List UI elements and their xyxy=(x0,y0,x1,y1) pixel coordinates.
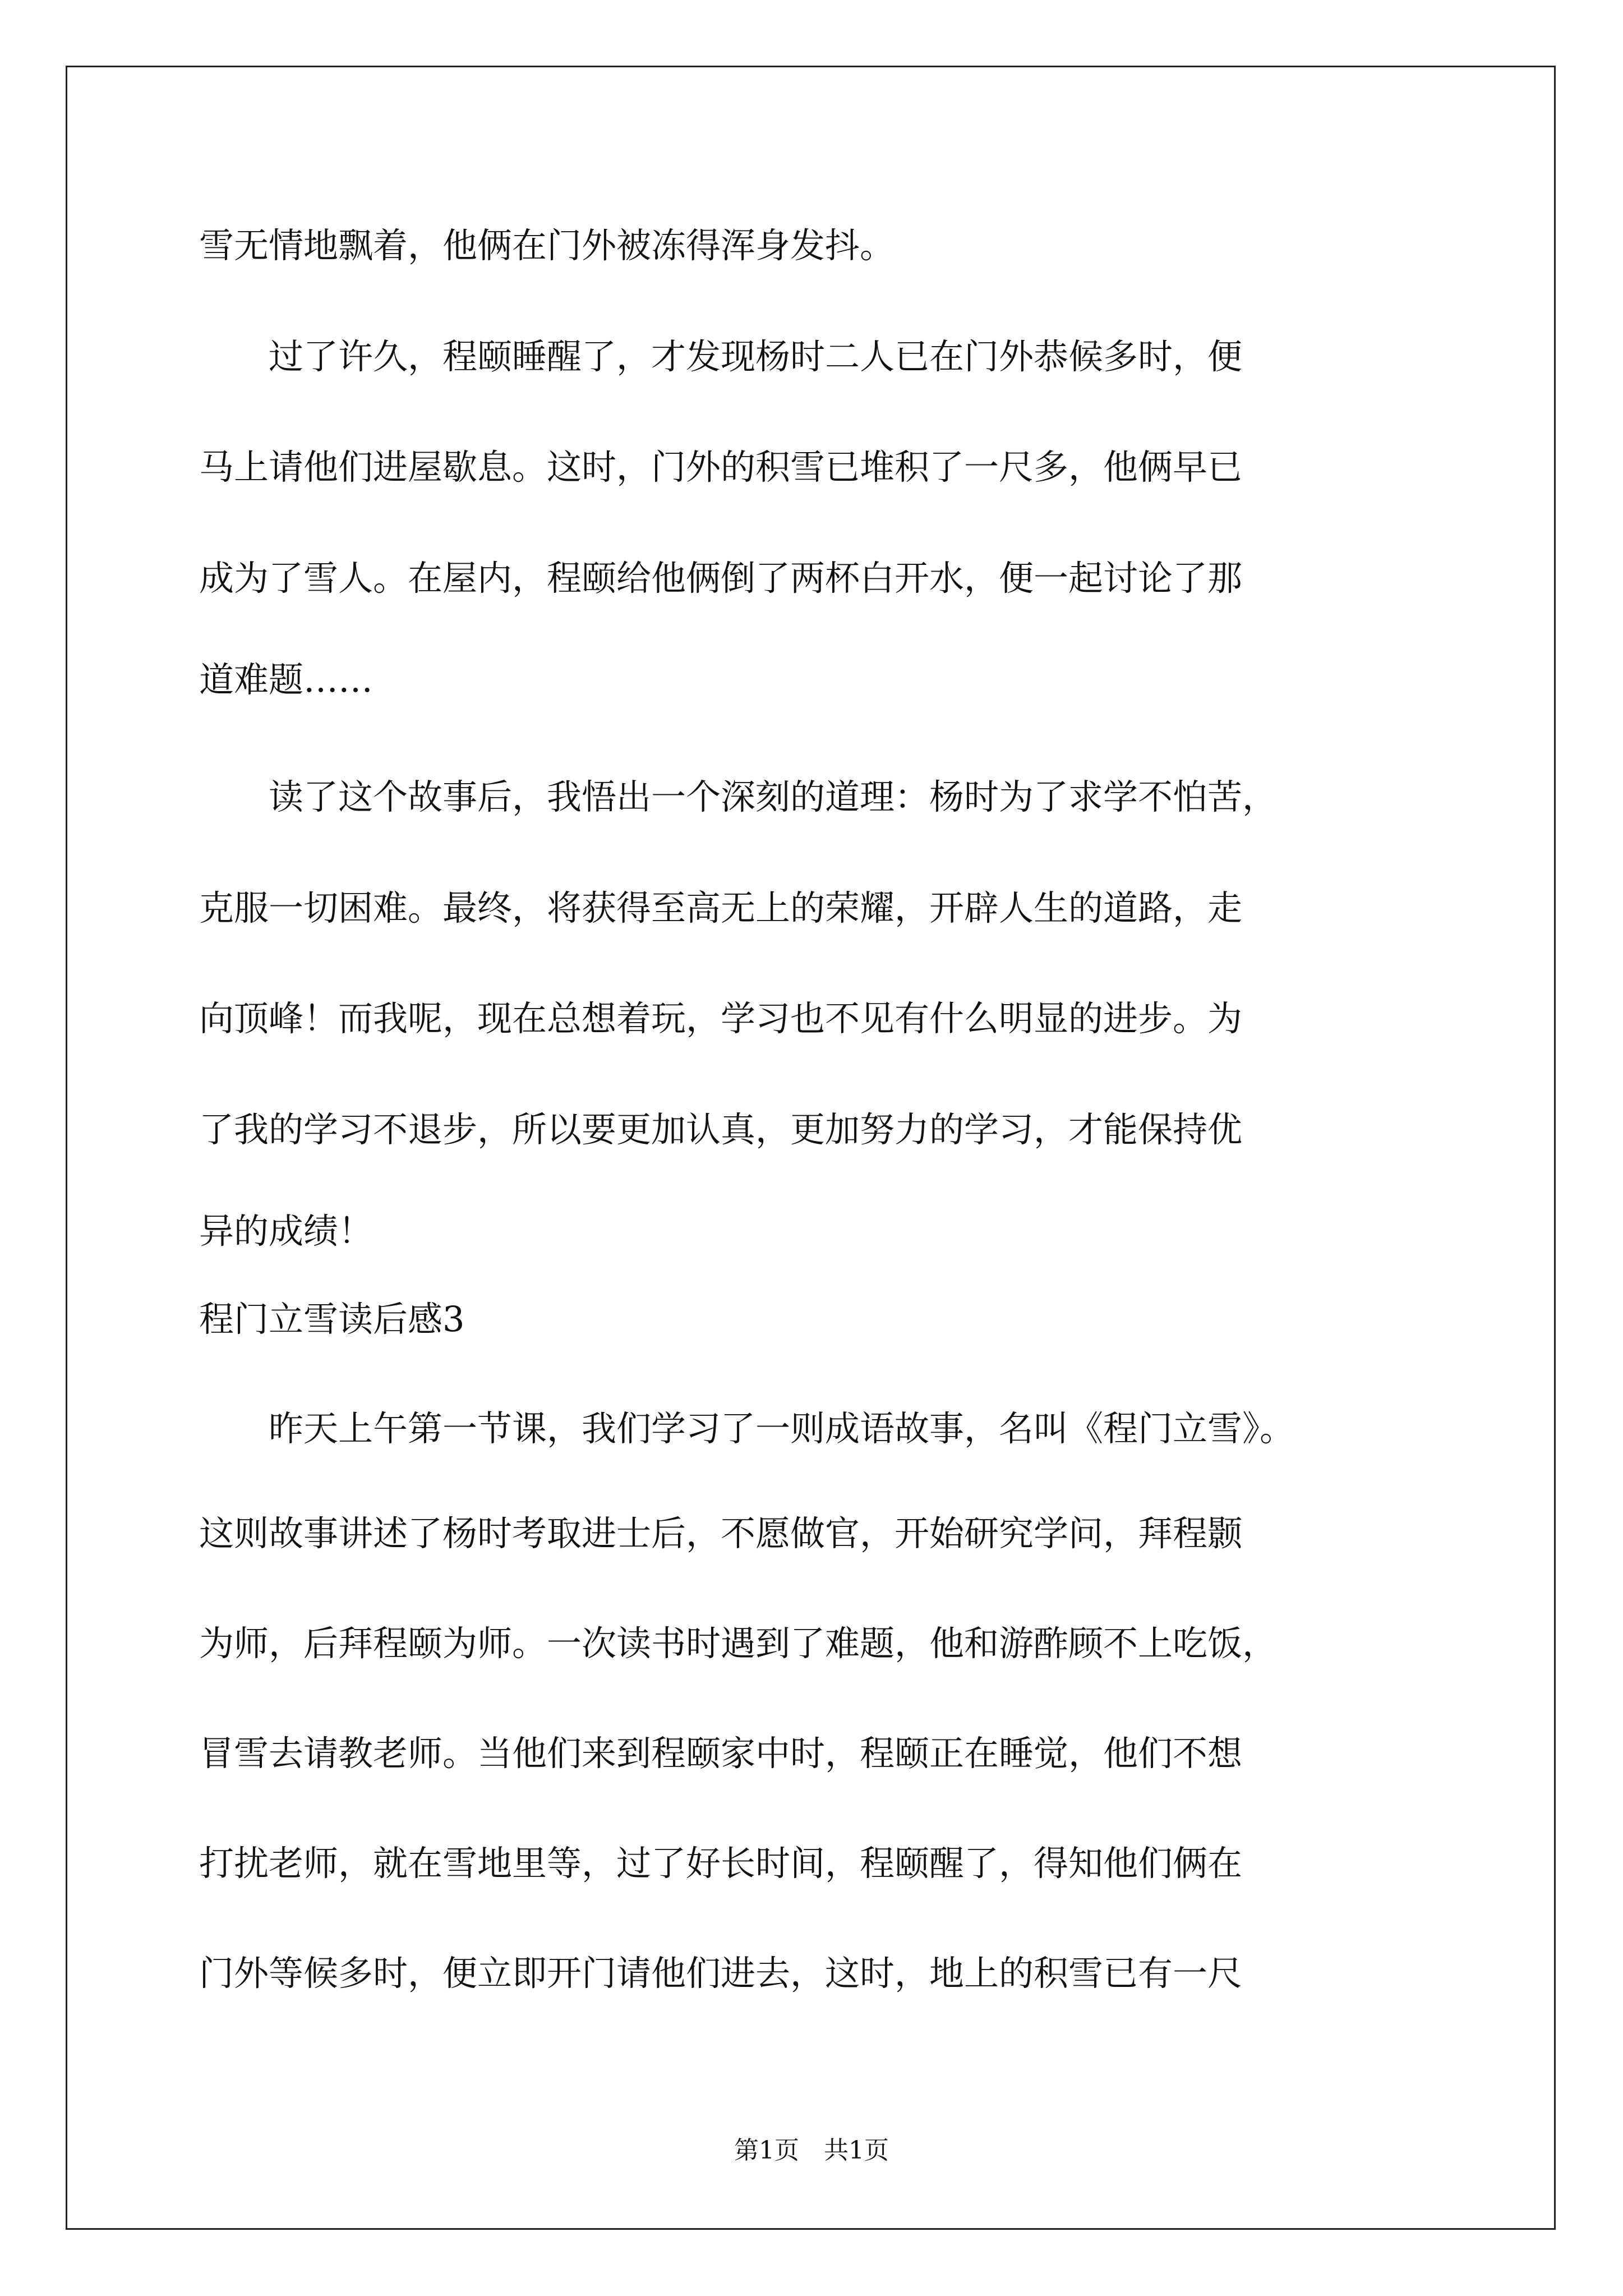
paragraph-line: 读了这个故事后，我悟出一个深刻的道理：杨时为了求学不怕苦， xyxy=(199,776,1278,817)
paragraph-line: 打扰老师，就在雪地里等，过了好长时间，程颐醒了，得知他们俩在 xyxy=(199,1843,1243,1884)
paragraph-line: 向顶峰！而我呢，现在总想着玩，学习也不见有什么明显的进步。为 xyxy=(199,998,1243,1039)
paragraph-line: 雪无情地飘着，他俩在门外被冻得浑身发抖。 xyxy=(199,225,895,266)
paragraph-line: 冒雪去请教老师。当他们来到程颐家中时，程颐正在睡觉，他们不想 xyxy=(199,1733,1243,1774)
paragraph-line: 过了许久，程颐睡醒了，才发现杨时二人已在门外恭候多时，便 xyxy=(199,336,1243,377)
paragraph-line: 异的成绩！ xyxy=(199,1211,374,1251)
paragraph-line: 为师，后拜程颐为师。一次读书时遇到了难题，他和游酢顾不上吃饭， xyxy=(199,1623,1278,1664)
paragraph-line: 门外等候多时，便立即开门请他们进去，这时，地上的积雪已有一尺 xyxy=(199,1953,1243,1994)
paragraph-line: 昨天上午第一节课，我们学习了一则成语故事，名叫《程门立雪》。 xyxy=(199,1408,1295,1449)
page-number-footer: 第1页 共1页 xyxy=(734,2136,889,2165)
paragraph-line: 马上请他们进屋歇息。这时，门外的积雪已堆积了一尺多，他俩早已 xyxy=(199,447,1243,487)
paragraph-line: 道难题…… xyxy=(199,659,374,700)
section-heading: 程门立雪读后感3 xyxy=(199,1299,465,1340)
paragraph-line: 这则故事讲述了杨时考取进士后，不愿做官，开始研究学问，拜程颢 xyxy=(199,1513,1243,1554)
paragraph-line: 克服一切困难。最终，将获得至高无上的荣耀，开辟人生的道路，走 xyxy=(199,887,1243,928)
paragraph-line: 了我的学习不退步，所以要更加认真，更加努力的学习，才能保持优 xyxy=(199,1109,1243,1150)
paragraph-line: 成为了雪人。在屋内，程颐给他俩倒了两杯白开水，便一起讨论了那 xyxy=(199,558,1243,599)
